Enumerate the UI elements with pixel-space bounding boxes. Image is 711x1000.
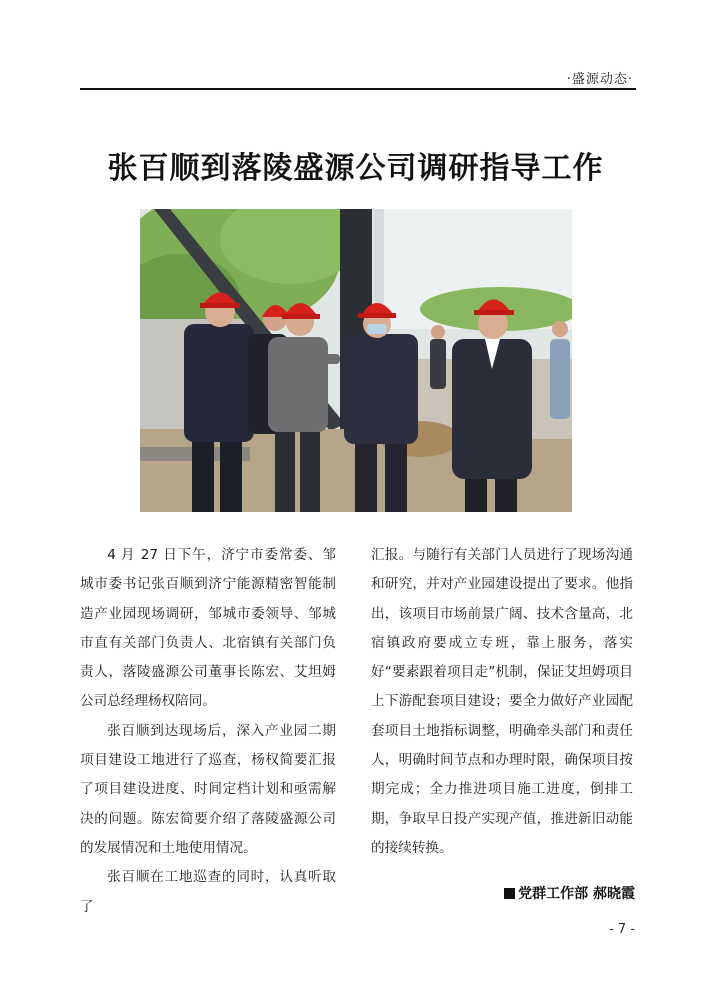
article-column-left xyxy=(80,541,336,922)
page-number: - 7 - xyxy=(609,922,635,937)
section-label: ·盛源动态· xyxy=(566,72,633,87)
paragraph: 汇报。与随行有关部门人员进行了现场沟通和研究，并对产业园建设提出了要求。他指出，该项目市场前景广阔、技术含量高，北宿镇政府要成立专班，靠上服务，落实好“要素跟着项目走”机制，保证艾坦姆项目上下游配套项目建设；要全力做好产业园配套项目土地指标调整，明确牵头部门和责任人，明确时间节点和办理时限，确保项目按期完成；全力推进项目施工进度，倒排工期，争取早日投产实现产值，推进新旧动能的接续转换。 xyxy=(371,547,633,856)
article-column-right xyxy=(371,541,633,863)
article-title: 张百顺到落陵盛源公司调研指导工作 xyxy=(107,151,604,186)
square-bullet-icon xyxy=(504,888,515,899)
paragraph: 张百顺在工地巡查的同时，认真听取了 xyxy=(80,869,336,915)
header-divider xyxy=(80,88,636,90)
author-name: 党群工作部 郝晓霞 xyxy=(518,886,635,902)
article-photo xyxy=(140,209,572,512)
paragraph: 张百顺到达现场后，深入产业园二期项目建设工地进行了巡查，杨权简要汇报了项目建设进度、时间定档计划和亟需解决的问题。陈宏简要介绍了落陵盛源公司的发展情况和土地使用情况。 xyxy=(80,722,336,856)
article-author xyxy=(504,883,635,903)
paragraph: 4 月 27 日下午，济宁市委常委、邹城市委书记张百顺到济宁能源精密智能制造产业园现场调研，邹城市委领导、邹城市直有关部门负责人、北宿镇有关部门负责人，落陵盛源公司董事长陈宏、艾坦姆公司总经理杨权陪同。 xyxy=(80,547,336,710)
